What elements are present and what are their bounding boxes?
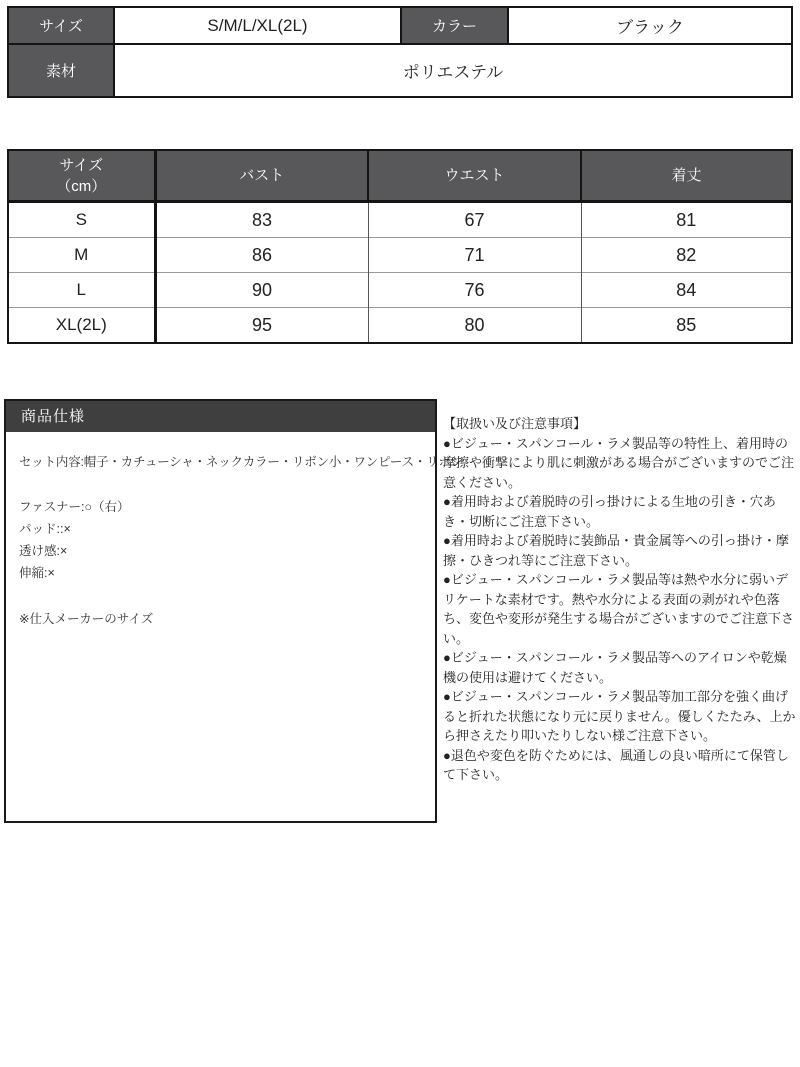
- size-label-cell: サイズ: [8, 7, 114, 44]
- size-chart-row-s: [8, 202, 792, 238]
- precaution-item: ●着用時および着脱時に装飾品・貴金属等への引っ掛け・摩擦・ひきつれ等にご注意下さい。: [443, 533, 789, 568]
- size-cm-header-line1: サイズ: [59, 156, 104, 174]
- fastener-line: ファスナー:○（右）: [19, 500, 130, 514]
- pad-line: パッド::×: [19, 522, 71, 536]
- length-cell: 81: [581, 202, 792, 238]
- precaution-item: ●退色や変色を防ぐためには、風通しの良い暗所にて保管して下さい。: [443, 747, 789, 782]
- color-value-cell: ブラック: [508, 7, 792, 44]
- spec-box-title: 商品仕様: [6, 401, 435, 432]
- size-chart-header-row: [8, 150, 792, 202]
- length-cell: 84: [581, 273, 792, 308]
- size-cm-header-cell: [8, 150, 155, 202]
- bust-cell: 83: [155, 202, 368, 238]
- size-cell: S: [8, 202, 155, 238]
- size-cell: XL(2L): [8, 308, 155, 344]
- waist-cell: 67: [368, 202, 581, 238]
- supplier-size-note: ※仕入メーカーのサイズ: [19, 612, 154, 626]
- precaution-item: ●ビジュー・スパンコール・ラメ製品等は熱や水分に弱いデリケートな素材です。熱や水分による表面の剥がれや色落ち、変色や変形が発生する場合がございますのでご注意下さい。: [443, 572, 795, 646]
- bust-cell: 86: [155, 238, 368, 273]
- spec-box: [4, 399, 464, 823]
- waist-cell: 71: [368, 238, 581, 273]
- size-chart-row-l: [8, 273, 792, 308]
- material-label-cell: 素材: [8, 44, 114, 97]
- color-label-cell: カラー: [401, 7, 508, 44]
- spec-box-content: [6, 432, 464, 630]
- size-cell: M: [8, 238, 155, 273]
- size-chart-row-xl2l: [8, 308, 792, 344]
- precautions-title: 【取扱い及び注意事項】: [443, 416, 587, 431]
- precaution-item: ●ビジュー・スパンコール・ラメ製品等へのアイロンや乾燥機の使用は避けてください。: [443, 650, 787, 685]
- length-cell: 82: [581, 238, 792, 273]
- size-chart-table: [7, 149, 793, 344]
- size-cm-header-line2: （cm）: [56, 177, 107, 195]
- length-cell: 85: [581, 308, 792, 344]
- precaution-item: ●着用時および着脱時の引っ掛けによる生地の引き・穴あき・切断にご注意下さい。: [443, 494, 776, 529]
- set-contents-line: セット内容:帽子・カチューシャ・ネックカラー・リボン小・ワンピース・リボン: [19, 455, 464, 469]
- precautions: [443, 414, 796, 785]
- bust-cell: 90: [155, 273, 368, 308]
- waist-cell: 80: [368, 308, 581, 344]
- sheerness-line: 透け感:×: [19, 544, 68, 558]
- info-row-material: [8, 44, 792, 97]
- bust-header-cell: バスト: [155, 150, 368, 202]
- bust-cell: 95: [155, 308, 368, 344]
- precaution-item: ●ビジュー・スパンコール・ラメ製品等の特性上、着用時の摩擦や衝撃により肌に刺激がある場合がございますのでご注意ください。: [443, 435, 795, 490]
- info-row-size-color: [8, 7, 792, 44]
- stretch-line: 伸縮:×: [19, 566, 55, 580]
- size-value-cell: S/M/L/XL(2L): [114, 7, 401, 44]
- size-cell: L: [8, 273, 155, 308]
- precaution-item: ●ビジュー・スパンコール・ラメ製品等加工部分を強く曲げると折れた状態になり元に戻りません。優しくたたみ、上から押さえたり叩いたりしない様ご注意下さい。: [443, 689, 796, 743]
- size-chart-row-m: [8, 238, 792, 273]
- length-header-cell: 着丈: [581, 150, 792, 202]
- material-value-cell: ポリエステル: [114, 44, 792, 97]
- waist-cell: 76: [368, 273, 581, 308]
- product-info-table: [7, 6, 793, 98]
- waist-header-cell: ウエスト: [368, 150, 581, 202]
